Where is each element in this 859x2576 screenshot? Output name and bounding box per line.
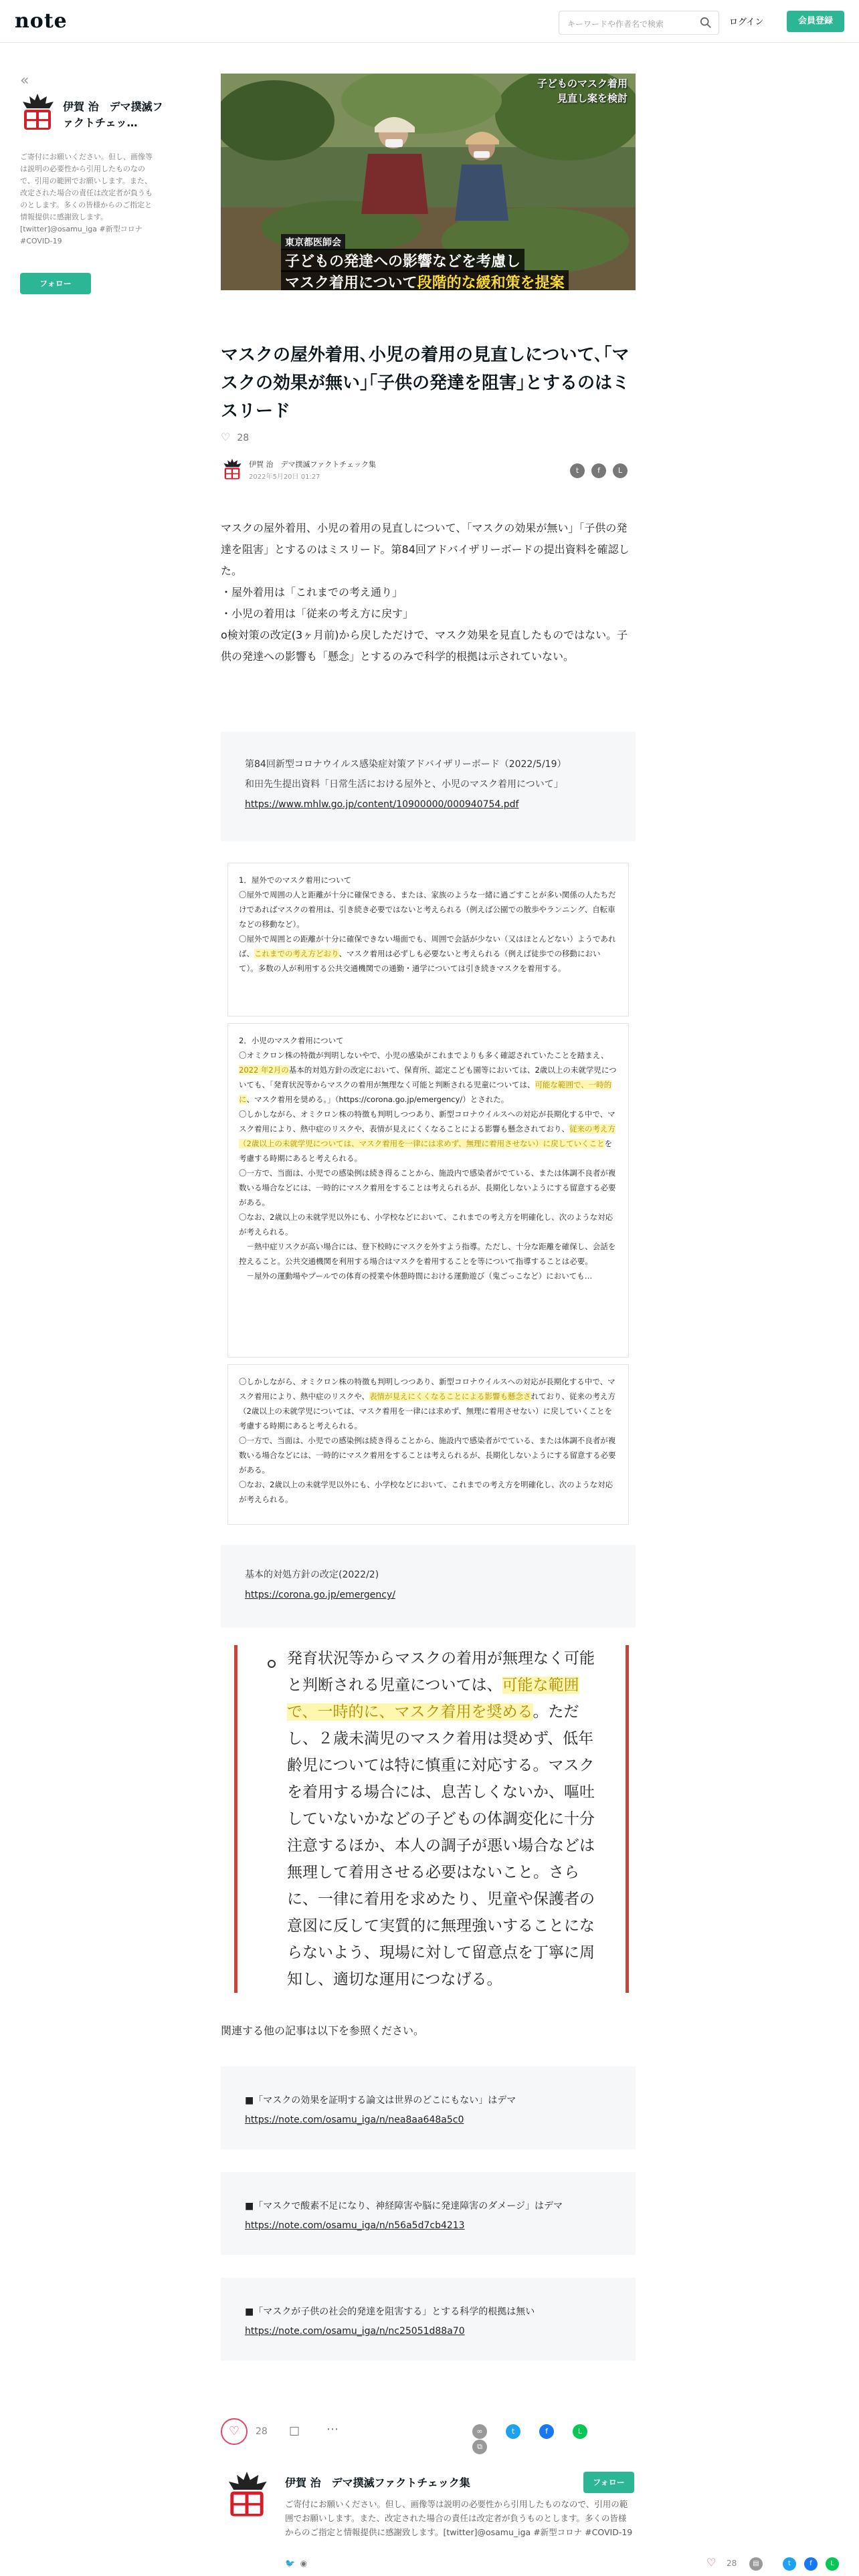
article-title: マスクの屋外着用､小児の着用の見直しについて､｢マスクの効果が無い｣｢子供の発達を阻害｣とするのはミスリード <box>221 345 630 421</box>
doc-highlight: これまでの考え方どおり <box>254 949 339 958</box>
sidebar-follow-button[interactable] <box>20 273 91 294</box>
hero-caption-1: 子どものマスク着用 <box>537 78 628 90</box>
floating-action-bar <box>702 2555 852 2573</box>
doc-paragraph: －熱中症リスクが高い場合には、登下校時にマスクを外すよう指導。ただし、十分な距離を確保し、会話を控えること。公共交通機関を利用する場合はマスクを着用することを等について指導することは必要。 <box>239 1242 616 1266</box>
hero-caption-2: 見直し案を検討 <box>557 92 628 104</box>
body-paragraph: o検対策の改定(3ヶ月前)から戻しただけで、マスク効果を見直したものではない。子供の発達への影響も「懸念」とするのみで科学的根拠は示されていない。 <box>221 629 628 663</box>
related-card[interactable] <box>221 2172 636 2255</box>
related-intro: 関連する他の記事は以下を参照ください。 <box>221 2024 425 2037</box>
bio-social-icons <box>285 2559 307 2568</box>
hero-tag: 東京都医師会 <box>281 234 345 250</box>
quote-link[interactable]: https://www.mhlw.go.jp/content/10900000/000940754.pdf <box>245 799 519 810</box>
hero-image <box>221 74 636 290</box>
related-card[interactable] <box>221 2278 636 2361</box>
related-link[interactable]: https://note.com/osamu_iga/n/nea8aa648a5c0 <box>245 2115 464 2125</box>
blockquote <box>234 1645 629 1993</box>
link-icon[interactable]: ∞ <box>472 2424 487 2439</box>
doc-heading: 2．小児のマスク着用について <box>239 1036 344 1045</box>
search-icon[interactable] <box>700 17 712 29</box>
doc-paragraph: －屋外の運動場やプールでの体育の授業や休憩時間における運動遊び（鬼ごっこなど）においても… <box>239 1271 593 1281</box>
author-avatar[interactable] <box>221 459 244 481</box>
sidebar-author-name[interactable]: 伊賀 治 デマ撲滅ファクトチェッ… <box>63 100 163 129</box>
blockquote-segment: 発育状況等からマスクの着用が無理なく可能と判断される児童については、 <box>287 1650 595 1694</box>
search-input[interactable] <box>559 11 719 35</box>
share-bar <box>472 2424 633 2451</box>
avatar[interactable] <box>20 94 55 134</box>
doc-text: 基本的対処方針の改定において、保育所、認定こども園等においては、2歳以上の未就学児についても、「発育状況等からマスクの着用が無理なく可能と判断される児童については、 <box>239 1065 617 1089</box>
body-paragraph: ・屋外着用は「これまでの考え通り」 <box>221 586 403 599</box>
hero-headline-2 <box>281 270 569 290</box>
blockquote-text <box>287 1645 608 1993</box>
comment-icon[interactable]: ☐ <box>289 2425 300 2439</box>
doc-text: 〇屋外で周囲との距離が十分に確保できない場面でも、周囲で会話が少ない（又はほとんどない）ようであれば、 <box>239 934 616 958</box>
doc-paragraph: 〇屋外で周囲の人と距離が十分に確保できる、または、家族のような一緒に過ごすことが多い関係の人たちだけであればマスクの着用は、引き続き必要ではないと考えられる（例えば公園での散歩やランニング、自転車などの移動など）。 <box>239 890 616 929</box>
blockquote-highlight: 可能な範囲で、一時的に、マスク着用を奨める <box>287 1677 579 1721</box>
line-icon[interactable]: L <box>573 2424 587 2439</box>
hero-headline-2-pre: マスク着用について <box>285 275 417 290</box>
related-title: ■「マスクの効果を証明する論文は世界のどこにもない」はデマ <box>245 2095 516 2106</box>
bio-follow-button[interactable]: フォロー <box>583 2472 634 2493</box>
line-icon[interactable]: L <box>826 2557 839 2571</box>
follow-label: フォロー <box>39 279 72 288</box>
login-link[interactable]: ログイン <box>729 17 764 27</box>
quote-line: 第84回新型コロナウイルス感染症対策アドバイザリーボード（2022/5/19） <box>245 759 567 770</box>
doc-heading: 1．屋外でのマスク着用について <box>239 875 352 885</box>
facebook-icon[interactable]: f <box>804 2557 818 2571</box>
twitter-icon[interactable]: 🐦 <box>285 2559 295 2568</box>
body-paragraph: ・小児の着用は「従来の考え方に戻す」 <box>221 607 414 620</box>
doc-highlight: 2022 年2月の <box>239 1065 289 1075</box>
twitter-icon[interactable]: t <box>506 2424 520 2439</box>
action-bar <box>221 2418 636 2451</box>
like-button[interactable]: ♡ <box>221 2418 248 2445</box>
doc-text: 、マスク着用を奨める。」（https://corona.go.jp/emergency/）とされた。 <box>246 1095 509 1104</box>
publish-date: 2022年5月20日 01:27 <box>249 473 320 481</box>
quote-line: 和田先生提出資料「日常生活における屋外と、小児のマスク着用について」 <box>245 779 563 790</box>
heart-icon[interactable]: ♡ <box>221 431 231 443</box>
doc-paragraph <box>239 1374 617 1433</box>
quote-box <box>221 1545 636 1628</box>
related-link[interactable]: https://note.com/osamu_iga/n/nc25051d88a70 <box>245 2326 465 2337</box>
article-body <box>221 518 636 667</box>
twitter-icon[interactable]: t <box>783 2557 796 2571</box>
doc-paragraph: 〇なお、2歳以上の未就学児以外にも、小学校などにおいて、これまでの考え方を明確化し、次のような対応が考えられる。 <box>239 1212 613 1237</box>
quote-link[interactable]: https://corona.go.jp/emergency/ <box>245 1590 395 1600</box>
doc-paragraph <box>239 1107 617 1166</box>
doc-text: 〇しかしながら、オミクロン株の特徴も判明しつつあり、新型コロナウイルスへの対応が長期化する中で、マスク着用により、熱中症のリスクや、表情が見えにくくなることによる影響も懸念されており、 <box>239 1109 615 1134</box>
doc-text: 〇オミクロン株の特徴が判明しないやで、小児の感染がこれまでよりも多く確認されていたことを踏まえ、 <box>239 1051 609 1060</box>
collapse-sidebar-icon[interactable]: « <box>20 72 29 89</box>
document-scan <box>227 1364 629 1525</box>
doc-text: 〇しかしながら、オミクロン株の特徴も判明しつつあり、新型コロナウイルスへの対応が長期化する中で、マスク着用により、熱中症のリスクや、 <box>239 1377 615 1401</box>
like-count: 28 <box>237 433 250 443</box>
bio-description: ご寄付にお願いください。但し、画像等は説明の必要性から引用したものなので、引用の範囲でお願いします。また、改定された場合の責任は改定者が負うものとします。多くの皆様からのご指定と情報提供に感謝致します。[twitter]@osamu_iga #新型コロナ #COVID-19 <box>285 2499 633 2537</box>
search-placeholder: キーワードや作者名で検索 <box>567 19 664 29</box>
doc-paragraph <box>239 1048 617 1107</box>
document-scan <box>227 863 629 1016</box>
facebook-icon[interactable]: f <box>539 2424 554 2439</box>
hero-headline-2-highlight: 段階的な緩和策を提案 <box>417 275 565 290</box>
twitter-icon[interactable]: t <box>570 463 585 478</box>
blockquote-segment: 。ただし、２歳未満児のマスク着用は奨めず、低年齢児については特に慎重に対応する。マスクを着用する場合には、息苦しくないか、嘔吐していないかなどの子どもの体調変化に十分注意するほか、本人の調子が悪い場合などは無理して着用させる必要はないこと。さらに、一律に着用を求めたり、児童や保護者の意図に反して実質的に無理強いすることにならないよう、現場に対して留意点を丁寧に周知し、適切な運用につなげる。 <box>287 1703 595 1988</box>
document-scan <box>227 1023 629 1358</box>
rss-icon[interactable]: ◉ <box>300 2559 308 2568</box>
quote-line: 基本的対処方針の改定(2022/2) <box>245 1570 379 1580</box>
related-card[interactable] <box>221 2066 636 2149</box>
related-title: ■「マスクが子供の社会的発達を阻害する」とする科学的根拠は無い <box>245 2306 535 2317</box>
like-count: 28 <box>727 2559 737 2568</box>
quote-box <box>221 732 636 841</box>
heart-icon[interactable]: ♡ <box>706 2556 717 2569</box>
doc-paragraph: 〇一方で、当面は、小児での感染例は続き得ることから、施設内で感染者がでている、または体調不良者が複数いる場合などには、一時的にマスク着用をすることは考えられるが、長期化しないようにする留意する必要がある。 <box>239 1436 616 1475</box>
doc-highlight: 従来の考え方（2歳以上の未就学児については、マスク着用を一律には求めず、無理に着用させない）に戻していくこと <box>239 1124 616 1148</box>
facebook-icon[interactable]: f <box>591 463 606 478</box>
note-logo[interactable]: note <box>15 9 68 33</box>
embed-icon[interactable]: ⧉ <box>472 2440 487 2454</box>
doc-text: れており、従来の考え方（2歳以上の未就学児については、マスク着用を一律には求めず、無理に着用させない）に戻していくことを考慮する時期にあると考えられる。 <box>239 1392 616 1430</box>
doc-highlight: 表情が見えにくくなることによる影響も懸念さ <box>369 1392 531 1401</box>
signup-button[interactable]: 会員登録 <box>787 11 844 32</box>
share-bar <box>570 463 637 476</box>
related-title: ■「マスクで酸素不足になり、神経障害や脳に発達障害のダメージ」はデマ <box>245 2201 563 2212</box>
line-icon[interactable]: L <box>613 463 628 478</box>
author-avatar[interactable] <box>225 2472 269 2521</box>
doc-text: を考慮する時期にあると考えられる。 <box>239 1139 613 1163</box>
related-link[interactable]: https://note.com/osamu_iga/n/n56a5d7cb4213 <box>245 2220 465 2231</box>
sidebar-description: ご寄付にお願いください。但し、画像等は説明の必要性から引用したものなので、引用の範囲でお願いします。また、改定された場合の責任は改定者が負うものとします。多くの皆様からのご指定と情報提供に感謝致します。[twitter]@osamu_iga #新型コロナ #COVID-19 <box>20 152 153 245</box>
top-bar <box>0 0 859 43</box>
hero-headline-1: 子どもの発達への影響などを考慮し <box>281 249 524 272</box>
doc-text: 、マスク着用は必ずしも必要ないと考えられる（例えば徒歩での移動において）。多数の人が利用する公共交通機関での通勤・通学については引き続きマスクを着用する。 <box>239 949 601 973</box>
body-paragraph: マスクの屋外着用、小児の着用の見直しについて、「マスクの効果が無い」「子供の発達を阻害」とするのはミスリード。第84回アドバイザリーボードの提出資料を確認した。 <box>221 522 630 577</box>
more-icon[interactable]: ⋯ <box>326 2422 339 2436</box>
magazine-icon[interactable]: ▤ <box>749 2557 763 2571</box>
doc-paragraph <box>239 932 617 976</box>
hero-caption <box>537 76 628 106</box>
like-count: 28 <box>256 2426 268 2437</box>
doc-paragraph: 〇なお、2歳以上の未就学児以外にも、小学校などにおいて、これまでの考え方を明確化し、次のような対応が考えられる。 <box>239 1480 613 1504</box>
author-name[interactable]: 伊賀 治 デマ撲滅ファクトチェック集 <box>249 460 376 469</box>
like-summary[interactable] <box>221 431 249 443</box>
doc-highlight: 可能な範囲で、一時的に <box>239 1080 612 1104</box>
doc-paragraph: 〇一方で、当面は、小児での感染例は続き得ることから、施設内で感染者がでている、または体調不良者が複数いる場合などには、一時的にマスク着用をすることは考えられるが、長期化しないようにする留意する必要がある。 <box>239 1168 616 1207</box>
bullet-icon <box>268 1660 276 1668</box>
bio-author-name[interactable]: 伊賀 治 デマ撲滅ファクトチェック集 <box>285 2476 470 2489</box>
